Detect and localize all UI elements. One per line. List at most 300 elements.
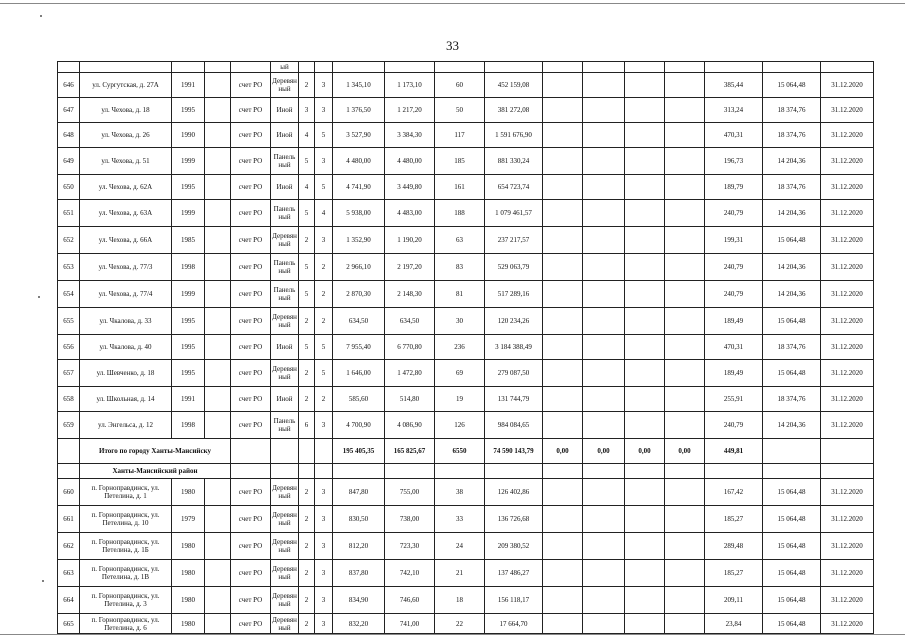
cost-cell: 131 744,79 [485, 387, 543, 412]
cost-cell: 74 590 143,79 [485, 439, 543, 464]
scan-speck [38, 296, 40, 298]
empty-cell [205, 587, 231, 614]
empty-cell [205, 506, 231, 533]
empty-cell [543, 387, 583, 412]
year-cell: 1980 [172, 479, 205, 506]
cost-cell: 529 063,79 [485, 254, 543, 281]
floors-cell: 5 [299, 335, 315, 360]
year-cell: 1995 [172, 335, 205, 360]
empty-cell [543, 479, 583, 506]
limit-cost-cell: 14 204,36 [763, 148, 821, 175]
total-area-cell: 5 938,00 [333, 200, 385, 227]
entrances-cell: 3 [315, 148, 333, 175]
specific-cost-cell: 313,24 [705, 98, 763, 123]
limit-cost-cell: 15 064,48 [763, 479, 821, 506]
empty-cell [583, 360, 625, 387]
entrances-cell: 5 [315, 335, 333, 360]
floors-cell: 2 [299, 387, 315, 412]
account-cell: счет РО [231, 533, 271, 560]
account-cell: счет РО [231, 73, 271, 98]
cost-cell: 517 289,16 [485, 281, 543, 308]
material-cell: Деревянный [271, 73, 299, 98]
floors-cell: 2 [299, 227, 315, 254]
empty-cell [625, 200, 665, 227]
material-cell: Иной [271, 123, 299, 148]
empty-cell [665, 227, 705, 254]
limit-cost-cell: 14 204,36 [763, 254, 821, 281]
entrances-cell: 3 [315, 227, 333, 254]
table-row [58, 506, 874, 533]
empty-cell [205, 148, 231, 175]
living-area-cell: 514,80 [385, 387, 435, 412]
year-cell: 1995 [172, 98, 205, 123]
table-row [58, 62, 874, 73]
empty-cell [625, 254, 665, 281]
scan-speck [40, 15, 42, 17]
year-cell: 1991 [172, 73, 205, 98]
floors-cell: 2 [299, 533, 315, 560]
limit-cost-cell: 15 064,48 [763, 73, 821, 98]
specific-cost-cell: 189,49 [705, 360, 763, 387]
specific-cost-cell: 240,79 [705, 200, 763, 227]
limit-cost-cell: 15 064,48 [763, 614, 821, 634]
address-cell: ул. Чехова, д. 26 [80, 123, 172, 148]
specific-cost-cell: 289,48 [705, 533, 763, 560]
empty-cell [485, 464, 543, 479]
residents-cell: 33 [435, 506, 485, 533]
cost-cell: 209 380,52 [485, 533, 543, 560]
empty-cell [205, 335, 231, 360]
total-area-cell: 585,60 [333, 387, 385, 412]
row-number-cell: 651 [58, 200, 80, 227]
account-cell: счет РО [231, 360, 271, 387]
year-cell: 1995 [172, 360, 205, 387]
living-area-cell: 3 449,80 [385, 175, 435, 200]
empty-cell [625, 560, 665, 587]
empty-cell [205, 98, 231, 123]
empty-cell [58, 439, 80, 464]
total-area-cell: 2 870,30 [333, 281, 385, 308]
deadline-cell: 31.12.2020 [821, 533, 874, 560]
account-cell: счет РО [231, 175, 271, 200]
empty-cell [583, 123, 625, 148]
empty-cell [583, 98, 625, 123]
total-area-cell: 3 527,90 [333, 123, 385, 148]
empty-cell [625, 335, 665, 360]
empty-cell [543, 533, 583, 560]
empty-cell [205, 479, 231, 506]
address-cell: п. Горноправдинск, ул. Петелина, д. 10 [80, 506, 172, 533]
limit-cost-cell: 15 064,48 [763, 227, 821, 254]
empty-cell [665, 479, 705, 506]
account-cell: счет РО [231, 254, 271, 281]
table-row [58, 254, 874, 281]
material-cell: Панельный [271, 412, 299, 439]
floors-cell: 5 [299, 281, 315, 308]
entrances-cell: 5 [315, 360, 333, 387]
entrances-cell: 2 [315, 308, 333, 335]
address-cell: ул. Чехова, д. 51 [80, 148, 172, 175]
residents-cell: 236 [435, 335, 485, 360]
row-number-cell: 648 [58, 123, 80, 148]
deadline-cell: 31.12.2020 [821, 200, 874, 227]
empty-cell [821, 464, 874, 479]
address-cell: п. Горноправдинск, ул. Петелина, д. 1 [80, 479, 172, 506]
account-cell: счет РО [231, 148, 271, 175]
empty-cell [205, 308, 231, 335]
zero-cell: 0,00 [625, 439, 665, 464]
empty-cell [665, 387, 705, 412]
entrances-cell: 3 [315, 98, 333, 123]
empty-cell [543, 73, 583, 98]
residents-cell: 69 [435, 360, 485, 387]
empty-cell [543, 227, 583, 254]
empty-cell [625, 387, 665, 412]
empty-cell [821, 439, 874, 464]
deadline-cell: 31.12.2020 [821, 123, 874, 148]
specific-cost-cell: 385,44 [705, 73, 763, 98]
residents-cell: 6550 [435, 439, 485, 464]
row-number-cell: 664 [58, 587, 80, 614]
empty-cell [385, 464, 435, 479]
floors-cell: 2 [299, 360, 315, 387]
material-cell: ый [271, 62, 299, 73]
year-cell: 1980 [172, 587, 205, 614]
row-number-cell: 661 [58, 506, 80, 533]
total-area-cell: 4 700,90 [333, 412, 385, 439]
residents-cell: 161 [435, 175, 485, 200]
living-area-cell: 1 173,10 [385, 73, 435, 98]
floors-cell: 4 [299, 175, 315, 200]
account-cell: счет РО [231, 479, 271, 506]
cost-cell: 1 079 461,57 [485, 200, 543, 227]
limit-cost-cell: 15 064,48 [763, 506, 821, 533]
living-area-cell: 1 190,20 [385, 227, 435, 254]
empty-cell [271, 439, 299, 464]
housing-register-table [57, 61, 874, 634]
empty-cell [583, 254, 625, 281]
specific-cost-cell: 470,31 [705, 123, 763, 148]
empty-cell [625, 175, 665, 200]
total-area-cell: 195 405,35 [333, 439, 385, 464]
row-number-cell: 655 [58, 308, 80, 335]
account-cell: счет РО [231, 614, 271, 634]
table-row [58, 533, 874, 560]
deadline-cell: 31.12.2020 [821, 281, 874, 308]
row-number-cell: 646 [58, 73, 80, 98]
limit-cost-cell: 15 064,48 [763, 560, 821, 587]
empty-cell [543, 464, 583, 479]
empty-cell [625, 73, 665, 98]
empty-cell [625, 412, 665, 439]
specific-cost-cell: 199,31 [705, 227, 763, 254]
scan-edge-bottom [0, 634, 905, 635]
year-cell: 1985 [172, 227, 205, 254]
empty-cell [583, 227, 625, 254]
empty-cell [583, 335, 625, 360]
entrances-cell: 3 [315, 73, 333, 98]
material-cell: Иной [271, 98, 299, 123]
year-cell: 1979 [172, 506, 205, 533]
empty-cell [583, 412, 625, 439]
entrances-cell: 2 [315, 281, 333, 308]
specific-cost-cell: 240,79 [705, 254, 763, 281]
address-cell: ул. Чехова, д. 18 [80, 98, 172, 123]
deadline-cell: 31.12.2020 [821, 254, 874, 281]
account-cell: счет РО [231, 123, 271, 148]
deadline-cell: 31.12.2020 [821, 614, 874, 634]
material-cell: Деревянный [271, 587, 299, 614]
empty-cell [625, 148, 665, 175]
living-area-cell: 3 384,30 [385, 123, 435, 148]
zero-cell: 0,00 [665, 439, 705, 464]
empty-cell [583, 560, 625, 587]
row-number-cell: 665 [58, 614, 80, 634]
table-row [58, 560, 874, 587]
cost-cell: 120 234,26 [485, 308, 543, 335]
deadline-cell: 31.12.2020 [821, 587, 874, 614]
year-cell: 1999 [172, 148, 205, 175]
empty-cell [205, 200, 231, 227]
limit-cost-cell: 15 064,48 [763, 308, 821, 335]
account-cell: счет РО [231, 308, 271, 335]
living-area-cell: 4 086,90 [385, 412, 435, 439]
floors-cell: 3 [299, 98, 315, 123]
material-cell: Деревянный [272, 615, 297, 632]
empty-cell [543, 506, 583, 533]
residents-cell: 38 [435, 479, 485, 506]
residents-cell: 60 [435, 73, 485, 98]
empty-cell [625, 98, 665, 123]
deadline-cell: 31.12.2020 [821, 98, 874, 123]
address-cell: ул. Чехова, д. 77/3 [80, 254, 172, 281]
entrances-cell: 3 [315, 412, 333, 439]
specific-cost-cell: 470,31 [705, 335, 763, 360]
year-cell: 1998 [172, 254, 205, 281]
residents-cell: 18 [435, 587, 485, 614]
empty-cell [299, 464, 315, 479]
cost-cell: 17 664,70 [485, 614, 543, 634]
total-row [58, 439, 874, 464]
living-area-cell: 165 825,67 [385, 439, 435, 464]
living-area-cell: 738,00 [385, 506, 435, 533]
row-number-cell: 650 [58, 175, 80, 200]
row-number-cell: 652 [58, 227, 80, 254]
empty-cell [665, 175, 705, 200]
empty-cell [583, 308, 625, 335]
total-area-cell: 1 376,50 [333, 98, 385, 123]
total-area-cell: 847,80 [333, 479, 385, 506]
empty-cell [625, 464, 665, 479]
empty-cell [625, 506, 665, 533]
material-cell: Иной [271, 175, 299, 200]
empty-cell [543, 98, 583, 123]
limit-cost-cell: 15 064,48 [763, 533, 821, 560]
limit-cost-cell: 14 204,36 [763, 281, 821, 308]
empty-cell [665, 200, 705, 227]
deadline-cell: 31.12.2020 [821, 227, 874, 254]
cost-cell: 137 486,27 [485, 560, 543, 587]
cost-cell: 3 184 388,49 [485, 335, 543, 360]
floors-cell: 2 [299, 506, 315, 533]
year-cell: 1999 [172, 200, 205, 227]
table-row [58, 200, 874, 227]
empty-cell [435, 464, 485, 479]
empty-cell [583, 479, 625, 506]
empty-cell [665, 412, 705, 439]
empty-cell [583, 587, 625, 614]
material-cell: Деревянный [271, 506, 299, 533]
residents-cell: 63 [435, 227, 485, 254]
empty-cell [665, 148, 705, 175]
specific-cost-cell: 185,27 [705, 560, 763, 587]
cost-cell: 381 272,08 [485, 98, 543, 123]
specific-cost-cell: 189,49 [705, 308, 763, 335]
zero-cell: 0,00 [543, 439, 583, 464]
material-cell: Иной [271, 335, 299, 360]
living-area-cell: 755,00 [385, 479, 435, 506]
specific-cost-cell: 240,79 [705, 281, 763, 308]
empty-cell [665, 308, 705, 335]
empty-cell [625, 479, 665, 506]
empty-cell [205, 560, 231, 587]
specific-cost-cell: 255,91 [705, 387, 763, 412]
empty-cell [665, 464, 705, 479]
account-cell: счет РО [231, 506, 271, 533]
total-area-cell: 634,50 [333, 308, 385, 335]
material-cell: Панельный [271, 281, 299, 308]
cost-cell: 126 402,86 [485, 479, 543, 506]
floors-cell: 2 [299, 308, 315, 335]
limit-cost-cell: 18 374,76 [763, 387, 821, 412]
account-cell: счет РО [231, 227, 271, 254]
cost-cell: 452 159,08 [485, 73, 543, 98]
address-cell: ул. Чехова, д. 66А [80, 227, 172, 254]
address-cell: ул. Сургутская, д. 27А [80, 73, 172, 98]
residents-cell: 50 [435, 98, 485, 123]
empty-cell [543, 175, 583, 200]
year-cell: 1990 [172, 123, 205, 148]
deadline-cell: 31.12.2020 [821, 479, 874, 506]
empty-cell [625, 360, 665, 387]
account-cell: счет РО [231, 560, 271, 587]
row-number-cell: 654 [58, 281, 80, 308]
floors-cell: 2 [299, 479, 315, 506]
row-number-cell: 663 [58, 560, 80, 587]
zero-cell: 0,00 [583, 439, 625, 464]
material-cell: Панельный [271, 200, 299, 227]
empty-cell [625, 227, 665, 254]
scan-speck [42, 580, 44, 582]
empty-cell [543, 148, 583, 175]
table-row [58, 387, 874, 412]
empty-cell [315, 439, 333, 464]
empty-cell [665, 587, 705, 614]
table-row [58, 98, 874, 123]
account-cell: счет РО [231, 335, 271, 360]
total-area-cell: 837,80 [333, 560, 385, 587]
empty-cell [333, 464, 385, 479]
material-cell: Деревянный [271, 560, 299, 587]
empty-cell [543, 200, 583, 227]
empty-cell [763, 439, 821, 464]
address-cell: ул. Чкалова, д. 40 [80, 335, 172, 360]
limit-cost-cell: 18 374,76 [763, 123, 821, 148]
deadline-cell: 31.12.2020 [821, 560, 874, 587]
row-number-cell: 649 [58, 148, 80, 175]
year-cell: 1995 [172, 175, 205, 200]
district-row [58, 464, 874, 479]
living-area-cell: 746,60 [385, 587, 435, 614]
total-label: Итого по городу Ханты-Мансийску [80, 439, 231, 464]
empty-cell [625, 308, 665, 335]
empty-cell [665, 506, 705, 533]
residents-cell: 30 [435, 308, 485, 335]
floors-cell: 2 [299, 560, 315, 587]
total-area-cell: 812,20 [333, 533, 385, 560]
row-number-cell: 656 [58, 335, 80, 360]
empty-cell [543, 308, 583, 335]
empty-cell [583, 148, 625, 175]
residents-cell: 81 [435, 281, 485, 308]
account-cell: счет РО [231, 412, 271, 439]
table-body [58, 62, 874, 634]
account-cell: счет РО [231, 587, 271, 614]
limit-cost-cell: 18 374,76 [763, 335, 821, 360]
deadline-cell: 31.12.2020 [821, 387, 874, 412]
total-area-cell: 1 352,90 [333, 227, 385, 254]
empty-cell [705, 464, 763, 479]
total-area-cell: 830,50 [333, 506, 385, 533]
living-area-cell: 1 217,20 [385, 98, 435, 123]
empty-cell [205, 614, 231, 634]
table-row [58, 148, 874, 175]
entrances-cell: 5 [315, 123, 333, 148]
row-number-cell: 660 [58, 479, 80, 506]
address-cell: ул. Чкалова, д. 33 [80, 308, 172, 335]
account-cell: счет РО [231, 98, 271, 123]
empty-cell [665, 533, 705, 560]
empty-cell [665, 335, 705, 360]
row-number-cell: 647 [58, 98, 80, 123]
empty-cell [583, 464, 625, 479]
material-cell: Деревянный [271, 227, 299, 254]
empty-cell [205, 533, 231, 560]
entrances-cell: 3 [315, 560, 333, 587]
account-cell: счет РО [231, 200, 271, 227]
empty-cell [665, 281, 705, 308]
year-cell: 1991 [172, 387, 205, 412]
total-area-cell: 4 741,90 [333, 175, 385, 200]
cost-cell: 1 591 676,90 [485, 123, 543, 148]
empty-cell [543, 281, 583, 308]
address-cell: ул. Чехова, д. 77/4 [80, 281, 172, 308]
empty-cell [583, 175, 625, 200]
limit-cost-cell: 15 064,48 [763, 587, 821, 614]
table-row [58, 412, 874, 439]
deadline-cell: 31.12.2020 [821, 360, 874, 387]
table-row [58, 587, 874, 614]
empty-cell [625, 123, 665, 148]
residents-cell: 24 [435, 533, 485, 560]
material-cell: Панельный [271, 254, 299, 281]
living-area-cell: 742,10 [385, 560, 435, 587]
total-area-cell: 4 480,00 [333, 148, 385, 175]
cost-cell: 156 118,17 [485, 587, 543, 614]
total-area-cell: 1 646,00 [333, 360, 385, 387]
floors-cell: 6 [299, 412, 315, 439]
residents-cell: 83 [435, 254, 485, 281]
